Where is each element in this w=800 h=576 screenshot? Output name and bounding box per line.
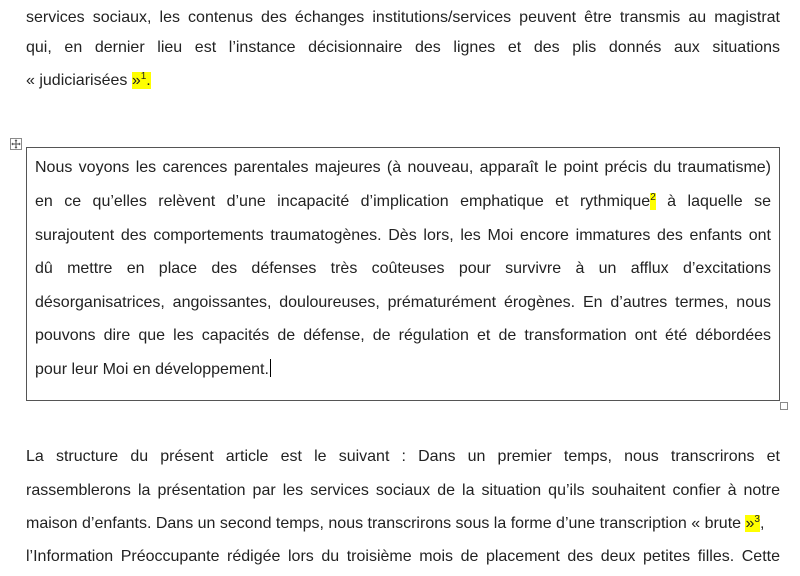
highlighted-text <box>745 515 759 532</box>
text-run: « judiciarisées <box>26 72 132 89</box>
paragraph-line <box>26 513 780 535</box>
highlighted-text <box>132 72 151 89</box>
text-run: maison d’enfants. Dans un second temps, nous transcrirons sous la forme d’une transcription « brute <box>26 515 746 532</box>
paragraph-line: l’Information Préoccupante rédigée lors du troisième mois de placement des deux petites filles. Cette <box>26 548 780 565</box>
table-cell-line: surajoutent des comportements traumatogènes. Dès lors, les Moi encore immatures des enfants ont <box>35 227 771 244</box>
comma: , <box>759 515 765 532</box>
paragraph-line: La structure du présent article est le suivant : Dans un premier temps, nous transcrirons et <box>26 448 780 465</box>
table-cell-line: désorganisatrices, angoissantes, douloureuses, prématurément érogènes. En d’autres termes, nous <box>35 294 771 311</box>
footnote-reference-2[interactable]: 2 <box>650 192 656 203</box>
period: . <box>146 72 151 89</box>
paragraph-line: qui, en dernier lieu est l’instance décisionnaire des lignes et des plis donnés aux situations <box>26 39 780 56</box>
text-run: à laquelle se <box>655 193 771 210</box>
footnote-reference-3[interactable]: 3 <box>754 514 760 525</box>
closing-quote: » <box>745 515 755 532</box>
resize-square-icon[interactable] <box>780 402 788 410</box>
table-cell-line <box>35 359 771 381</box>
text-run: en ce qu’elles relèvent d’une incapacité d’implication emphatique et rythmique <box>35 193 651 210</box>
move-arrows-icon <box>11 139 21 149</box>
table-move-handle[interactable] <box>10 138 22 150</box>
closing-quote: » <box>131 72 141 89</box>
table-cell-line: dû mettre en place des défenses très coûteuses pour survivre à un afflux d’excitations <box>35 260 771 277</box>
paragraph-line: rassemblerons la présentation par les services sociaux de la situation qu’ils souhaitent confier à notre <box>26 482 780 499</box>
footnote-reference-1[interactable]: 1 <box>140 71 147 82</box>
paragraph-line: services sociaux, les contenus des échanges institutions/services peuvent être transmis au magistrat <box>26 9 780 26</box>
table-cell-line: pouvons dire que les capacités de défense, de régulation et de transformation ont été débordées <box>35 327 771 344</box>
paragraph-line <box>26 70 780 92</box>
text-run: pour leur Moi en développement. <box>35 361 269 378</box>
table-cell-line: Nous voyons les carences parentales majeures (à nouveau, apparaît le point précis du traumatisme) <box>35 159 771 176</box>
text-cursor <box>270 359 271 377</box>
table-cell-line <box>35 191 771 213</box>
